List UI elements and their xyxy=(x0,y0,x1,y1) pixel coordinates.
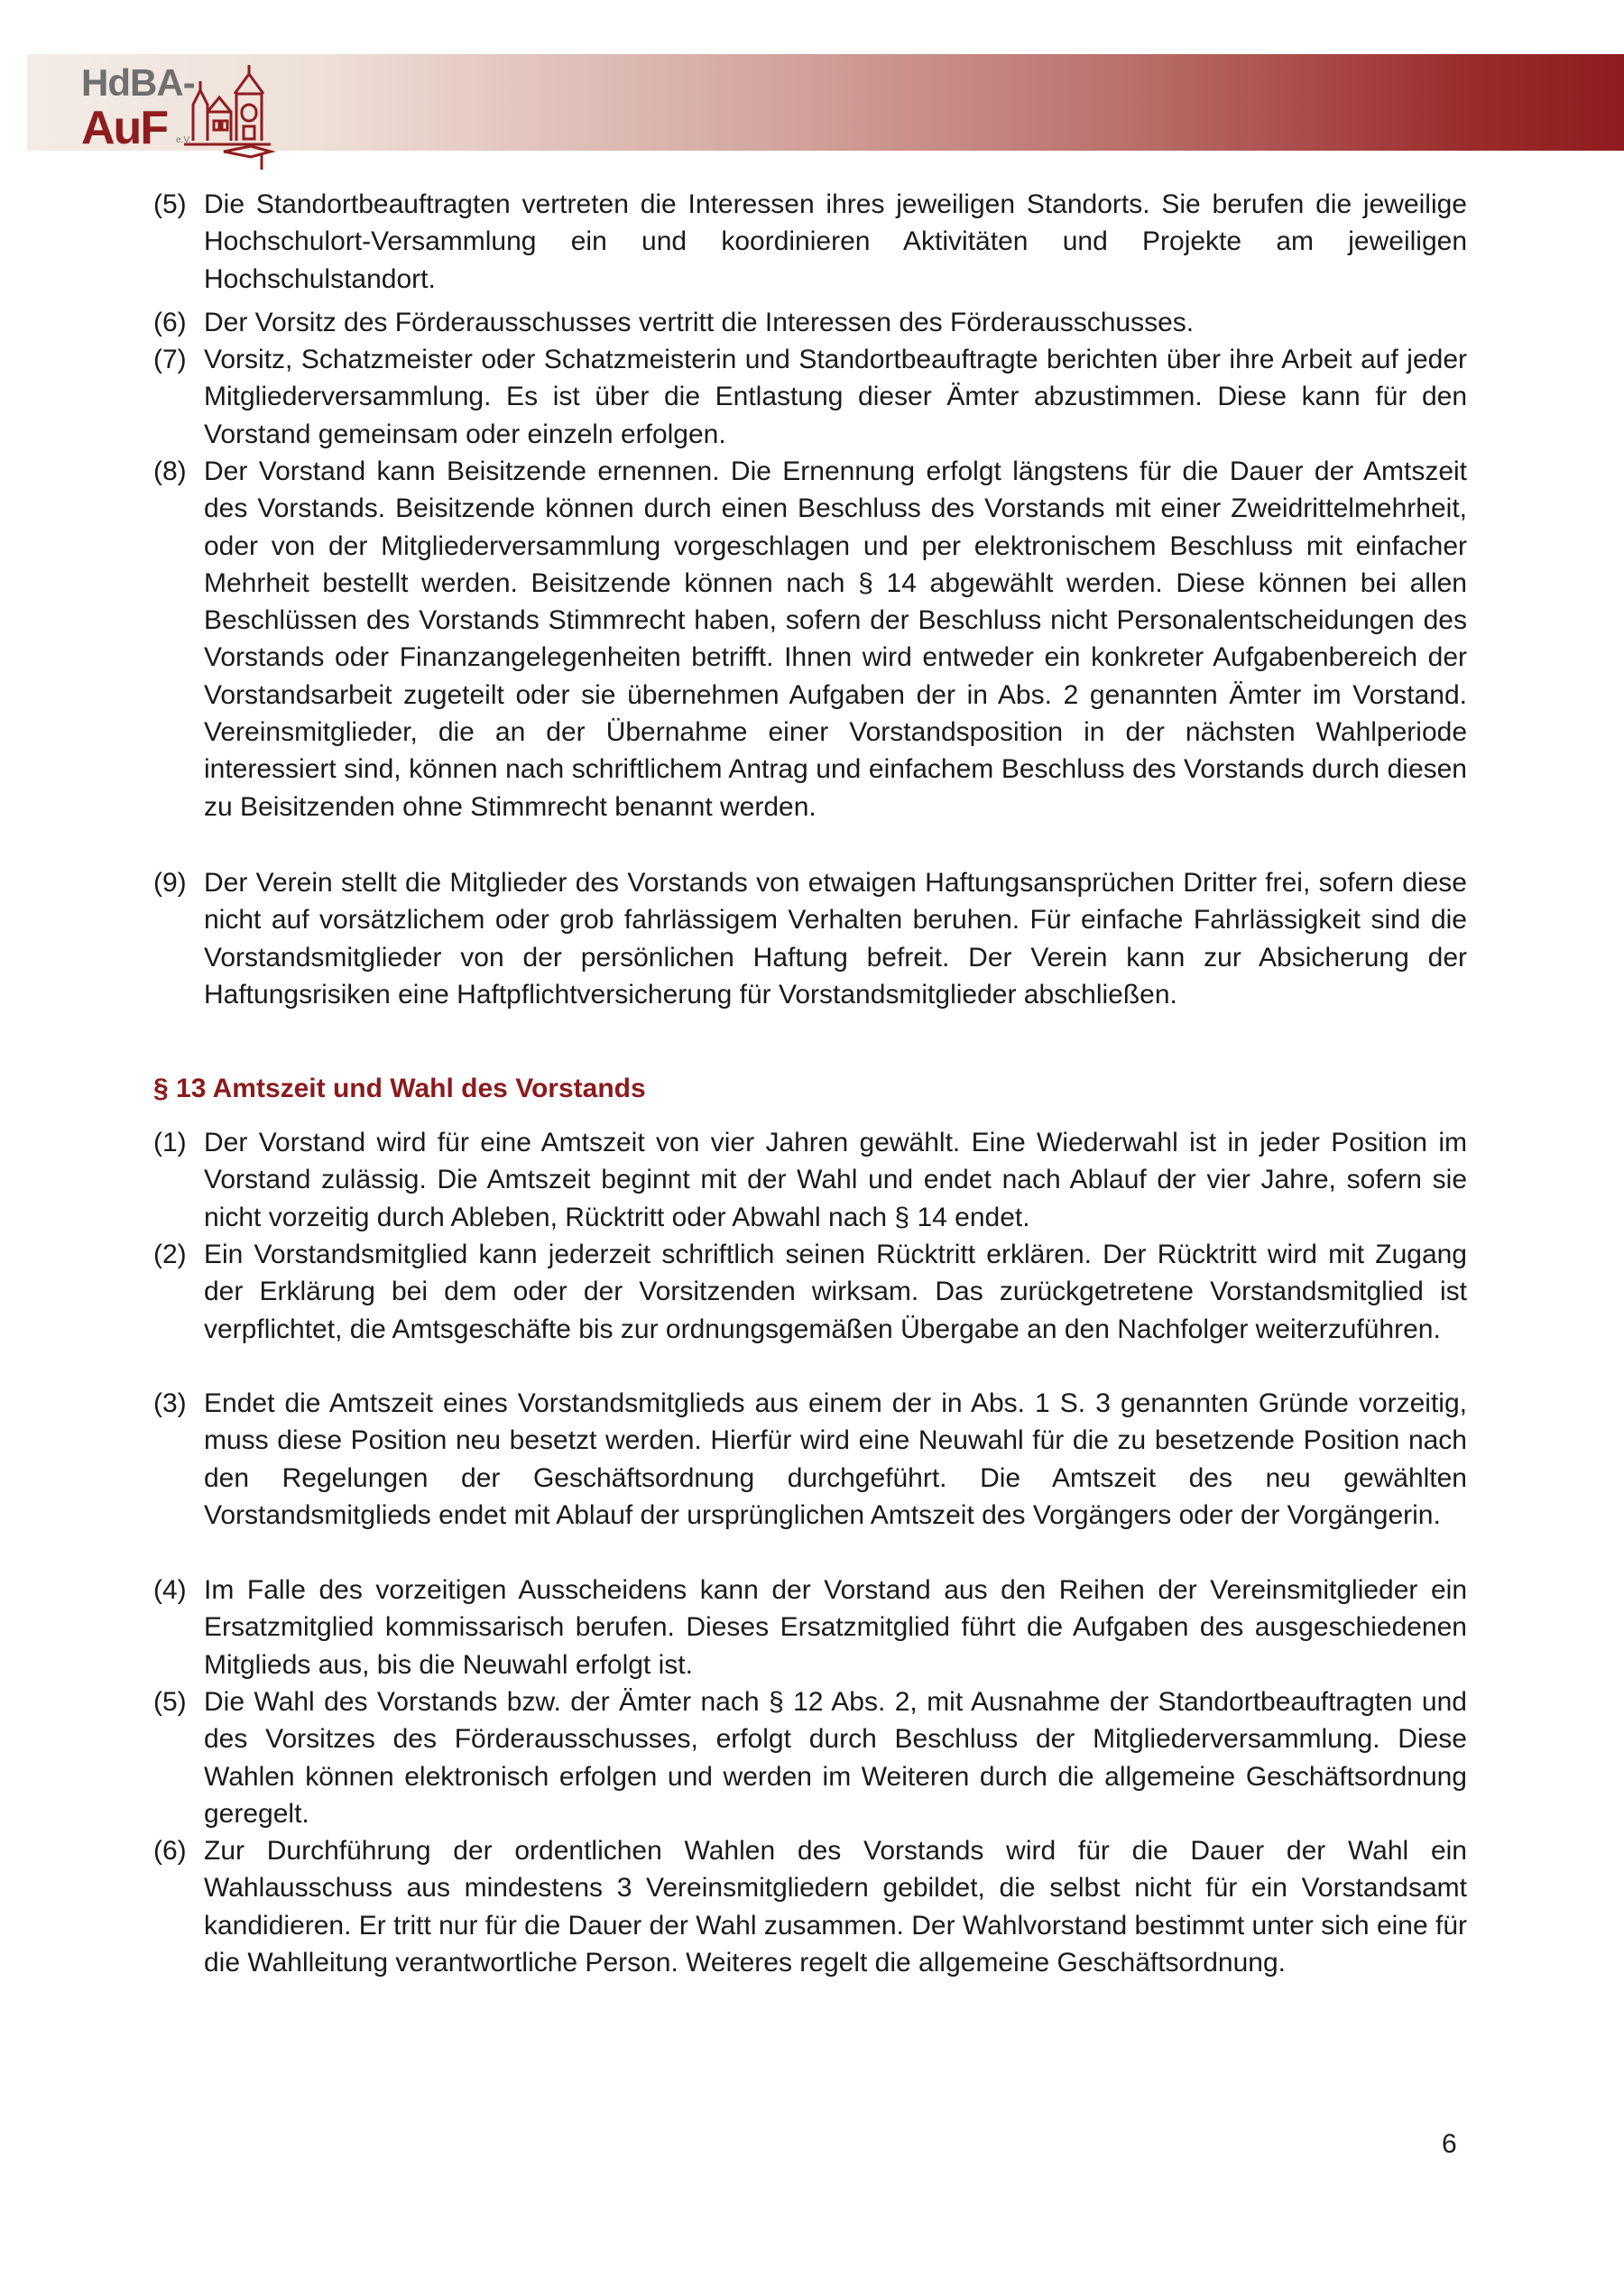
list-item xyxy=(153,453,1467,825)
list-item xyxy=(153,1832,1468,1981)
list-item-text: Der Verein stellt die Mitglieder des Vorstands von etwaigen Haftungsansprüchen Dritter frei, sofern diese nicht auf vorsätzlichem oder grob fahrlässigem Verhalten beruhen. Für einfache Fahrlässigkeit sind die Vorstandsmitglieder von der persönlichen Haftung befreit. Der Verein kann zur Absicherung der Haftungsrisiken eine Haftpflichtversicherung für Vorstandsmitglieder abschließen. xyxy=(204,868,1467,1010)
list-item-text: Die Wahl des Vorstands bzw. der Ämter nach § 12 Abs. 2, mit Ausnahme der Standortbeauftragten und des Vorsitzes des Förderausschusses, erfolgt durch Beschluss der Mitgliederversammlung. Diese Wahlen können elektronisch erfolgen und werden im Weiteren durch die allgemeine Geschäftsordnung geregelt. xyxy=(204,1687,1467,1829)
list-item-number: (5) xyxy=(153,1687,187,1717)
list-item xyxy=(153,304,1467,341)
list-item-number: (4) xyxy=(153,1575,187,1605)
list-item-number: (8) xyxy=(153,456,187,486)
list-item-number: (3) xyxy=(153,1388,187,1418)
list-item-text: Ein Vorstandsmitglied kann jederzeit schriftlich seinen Rücktritt erklären. Der Rücktritt wird mit Zugang der Erklärung bei dem oder der Vorsitzenden wirksam. Das zurückgetretene Vorstandsmitglied ist verpflichtet, die Amtsgeschäfte bis zur ordnungsgemäßen Übergabe an den Nachfolger weiterzuführen. xyxy=(204,1240,1467,1344)
logo-text-hdba: HdBA- xyxy=(81,61,195,104)
list-item xyxy=(153,1124,1467,1236)
list-item xyxy=(153,186,1467,298)
list-item-text: Im Falle des vorzeitigen Ausscheidens kann der Vorstand aus den Reihen der Vereinsmitglieder ein Ersatzmitglied kommissarisch berufen. Dieses Ersatzmitglied führt die Aufgaben des ausgeschiedenen Mitglieds aus, bis die Neuwahl erfolgt ist. xyxy=(204,1575,1467,1680)
list-item xyxy=(153,1572,1467,1683)
list-item-text: Die Standortbeauftragten vertreten die Interessen ihres jeweiligen Standorts. Sie berufen die jeweilige Hochschulort-Versammlung ein und koordinieren Aktivitäten und Projekte am jeweiligen Hochschulstandort. xyxy=(204,189,1467,294)
castle-icon xyxy=(180,58,307,173)
section-heading: § 13 Amtszeit und Wahl des Vorstands xyxy=(153,1074,646,1103)
list-item-number: (7) xyxy=(153,345,187,374)
logo xyxy=(74,54,309,173)
logo-suffix: e.V. xyxy=(176,135,191,145)
list-item-number: (9) xyxy=(153,868,187,898)
list-item-number: (6) xyxy=(153,308,187,337)
list-item xyxy=(153,1236,1467,1348)
list-item-text: Endet die Amtszeit eines Vorstandsmitglieds aus einem der in Abs. 1 S. 3 genannten Gründe vorzeitig, muss diese Position neu besetzt werden. Hierfür wird eine Neuwahl für die zu besetzende Position nach den Regelungen der Geschäftsordnung durchgeführt. Die Amtszeit des neu gewählten Vorstandsmitglieds endet mit Ablauf der ursprünglichen Amtszeit des Vorgängers oder der Vorgängerin. xyxy=(204,1388,1467,1530)
list-item xyxy=(153,1683,1467,1832)
list-item-text: Vorsitz, Schatzmeister oder Schatzmeisterin und Standortbeauftragte berichten über ihre Arbeit auf jeder Mitgliederversammlung. Es ist über die Entlastung dieser Ämter abzustimmen. Diese kann für den Vorstand gemeinsam oder einzeln erfolgen. xyxy=(204,345,1467,449)
page-number: 6 xyxy=(1442,2129,1457,2159)
list-item xyxy=(153,341,1467,453)
logo-text-auf: AuF xyxy=(81,102,168,154)
list-item-text: Der Vorstand kann Beisitzende ernennen. Die Ernennung erfolgt längstens für die Dauer der Amtszeit des Vorstands. Beisitzende können durch einen Beschluss des Vorstands mit einer Zweidrittelmehrheit, oder von der Mitgliederversammlung vorgeschlagen und per elektronischem Beschluss mit einfacher Mehrheit bestellt werden. Beisitzende können nach § 14 abgewählt werden. Diese können bei allen Beschlüssen des Vorstands Stimmrecht haben, sofern der Beschluss nicht Personalentscheidungen des Vorstands oder Finanzangelegenheiten betrifft. Ihnen wird entweder ein konkreter Aufgabenbereich der Vorstandsarbeit zugeteilt oder sie übernehmen Aufgaben der in Abs. 2 genannten Ämter im Vorstand. Vereinsmitglieder, die an der Übernahme einer Vorstandsposition in der nächsten Wahlperiode interessiert sind, können nach schriftlichem Antrag und einfachem Beschluss des Vorstands durch diesen zu Beisitzenden ohne Stimmrecht benannt werden. xyxy=(204,456,1467,822)
list-item xyxy=(153,864,1467,1013)
list-item-number: (5) xyxy=(153,189,187,219)
list-item-text: Der Vorstand wird für eine Amtszeit von vier Jahren gewählt. Eine Wiederwahl ist in jeder Position im Vorstand zulässig. Die Amtszeit beginnt mit der Wahl und endet nach Ablauf der vier Jahre, sofern sie nicht vorzeitig durch Ableben, Rücktritt oder Abwahl nach § 14 endet. xyxy=(204,1128,1467,1232)
list-item xyxy=(153,1385,1467,1534)
list-item-number: (2) xyxy=(153,1240,187,1269)
list-item-text: Der Vorsitz des Förderausschusses vertritt die Interessen des Förderausschusses. xyxy=(204,308,1195,337)
list-item-number: (1) xyxy=(153,1128,187,1157)
list-item-text: Zur Durchführung der ordentlichen Wahlen des Vorstands wird für die Dauer der Wahl ein Wahlausschuss aus mindestens 3 Vereinsmitgliedern gebildet, die selbst nicht für ein Vorstandsamt kandidieren. Er tritt nur für die Dauer der Wahl zusammen. Der Wahlvorstand bestimmt unter sich eine für die Wahlleitung verantwortliche Person. Weiteres regelt die allgemeine Geschäftsordnung. xyxy=(204,1836,1468,1978)
list-item-number: (6) xyxy=(153,1836,187,1866)
